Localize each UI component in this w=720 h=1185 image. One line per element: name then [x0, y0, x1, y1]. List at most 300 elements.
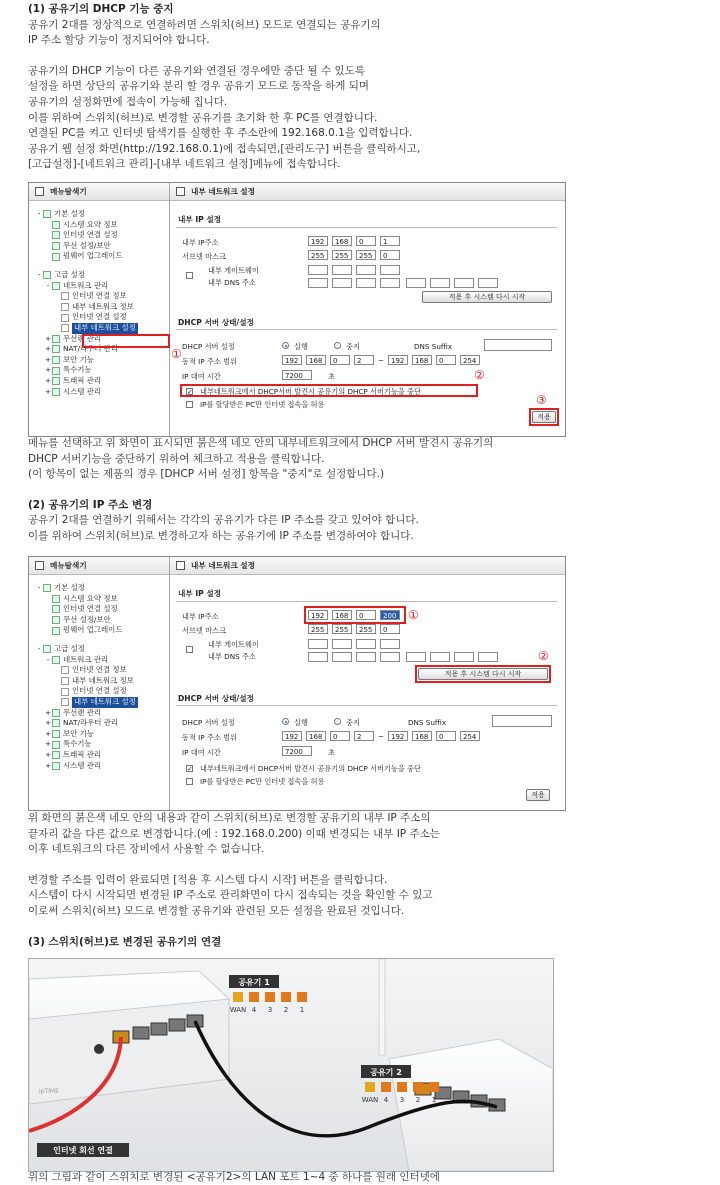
dns-octet-input[interactable]: [430, 652, 450, 662]
menu-tree: [35, 583, 138, 771]
port-icon: [249, 992, 259, 1002]
range-end-octet[interactable]: 168: [412, 355, 432, 365]
folder-icon: [52, 616, 60, 624]
tree-item[interactable]: [35, 583, 138, 594]
tree-item[interactable]: [35, 615, 138, 626]
dns-octet-input[interactable]: [380, 652, 400, 662]
dns-suffix-input[interactable]: [492, 715, 552, 727]
tree-toggle[interactable]: -: [46, 655, 50, 664]
settings-screenshot-2: [28, 556, 566, 811]
settings-screenshot-1: [28, 182, 566, 437]
tree-item-label: 시스템 관리: [63, 760, 102, 770]
tree-toggle[interactable]: -: [37, 584, 41, 592]
page-icon: [176, 187, 185, 196]
section2-heading: (2) 공유기의 IP 주소 변경: [28, 498, 153, 511]
section2-after-line: 끝자리 값을 다른 값으로 변경합니다.(예 : 192.168.0.200) 이때 변경되는 내부 IP 주소는: [28, 827, 440, 840]
dns-octet-input[interactable]: [332, 652, 352, 662]
page-icon: [61, 292, 69, 300]
panel-title: 내부 네트워크 설정: [170, 183, 565, 201]
range-end-octet[interactable]: 192: [388, 355, 408, 365]
range-end-octet[interactable]: 192: [388, 731, 408, 741]
step-marker: ①: [171, 347, 182, 361]
tree-item-label: 특수기능: [63, 739, 92, 749]
folder-icon: [52, 741, 60, 749]
wan-port-icon: [233, 992, 243, 1002]
section2-after2-line: 변경할 주소를 입력이 완료되면 [적용 후 시스템 다시 시작] 버튼을 클릭합니다.: [28, 873, 388, 886]
tree-item-label: NAT/라우터 관리: [63, 344, 119, 354]
tree-item[interactable]: [35, 697, 138, 708]
dns-octet-input[interactable]: [356, 278, 376, 288]
port-label: WAN: [229, 1006, 247, 1014]
port-icon: [297, 992, 307, 1002]
section1-body-line: 공유기 웹 설정 화면(http://192.168.0.1)에 접속되면,[관리도구] 버튼을 클릭하시고,: [28, 142, 421, 155]
ip-octet-input[interactable]: 192: [308, 610, 328, 620]
page-icon: [61, 677, 69, 685]
section1-after-line: 메뉴를 선택하고 위 화면이 표시되면 붉은색 네모 안의 내부네트워크에서 DHCP 서버 발견시 공유기의: [28, 437, 494, 449]
gateway-octet-input[interactable]: [356, 639, 376, 649]
section2-after2-line: 시스템이 다시 시작되면 변경된 IP 주소로 관리화면이 다시 접속되는 것을 확인할 수 있고: [28, 889, 433, 902]
highlight-box: [529, 408, 559, 426]
tree-item-label: 시스템 요약 정보: [63, 219, 118, 229]
section1-body-line: 공유기의 DHCP 기능이 다른 공유기와 연결된 경우에만 중단 될 수 있도록: [28, 64, 365, 77]
wan-port-icon: [365, 1082, 375, 1092]
dhcp-section-title: DHCP 서버 상태/설정: [178, 318, 254, 327]
step-marker: ①: [408, 608, 419, 622]
allow-pc-label: IP를 할당받은 PC만 인터넷 접속을 허용: [200, 777, 325, 786]
tree-item-label: 고급 설정: [54, 269, 85, 279]
highlight-box: [415, 665, 551, 683]
tree-item-label: 네트워크 관리: [63, 654, 109, 664]
folder-icon: [52, 253, 60, 261]
range-end-octet[interactable]: 254: [460, 731, 480, 741]
gateway-octet-input[interactable]: [332, 265, 352, 275]
internet-label: 인터넷 회선 연결: [53, 1146, 113, 1155]
tree-item[interactable]: [35, 291, 138, 302]
section1-heading: (1) 공유기의 DHCP 기능 중지: [28, 3, 174, 15]
ip-octet-input[interactable]: 0: [356, 236, 376, 246]
dns-octet-input[interactable]: [380, 278, 400, 288]
range-start-octet[interactable]: 0: [330, 731, 350, 741]
dhcp-server-label: DHCP 서버 설정: [182, 342, 235, 351]
dns-octet-input[interactable]: [332, 278, 352, 288]
dhcp-on-label: 실행: [294, 342, 308, 351]
ip-octet-input[interactable]: 1: [380, 236, 400, 246]
tree-item[interactable]: [35, 718, 138, 729]
dhcp-off-radio[interactable]: [334, 718, 341, 725]
folder-icon: [52, 751, 60, 759]
tree-item-label: 트래픽 관리: [63, 375, 102, 385]
divider: [176, 329, 557, 330]
tree-item-label: 기본 설정: [54, 583, 85, 592]
port-label: 1: [299, 1006, 305, 1014]
lease-unit: 초: [328, 372, 335, 381]
range-end-octet[interactable]: 0: [436, 731, 456, 741]
range-end-octet[interactable]: 254: [460, 355, 480, 365]
tree-item[interactable]: [35, 686, 138, 697]
folder-icon: [52, 730, 60, 738]
port-label: 3: [267, 1006, 273, 1014]
folder-icon: [43, 584, 51, 592]
section2-after2-line: 이로써 스위치(허브) 모드로 변경할 공유기와 관련된 모든 설정을 완료된 것입니다.: [28, 904, 405, 917]
divider: [176, 601, 557, 602]
ip-last-octet-input[interactable]: 200: [380, 610, 400, 620]
dhcp-on-label: 실행: [294, 718, 308, 727]
gateway-octet-input[interactable]: [356, 265, 376, 275]
tree-item-label: 시스템 관리: [63, 386, 102, 396]
dhcp-server-label: DHCP 서버 설정: [182, 718, 235, 727]
section2-after-line: 위 화면의 붉은색 네모 안의 내용과 같이 스위치(허브)로 변경할 공유기의 내부 IP 주소의: [28, 812, 431, 824]
tree-toggle[interactable]: +: [45, 750, 51, 759]
tree-toggle[interactable]: -: [37, 270, 41, 279]
tree-toggle[interactable]: -: [46, 281, 50, 290]
router2-label: 공유기 2: [370, 1068, 402, 1077]
tree-item[interactable]: [35, 365, 138, 376]
lease-input[interactable]: 7200: [282, 746, 312, 756]
dhcp-on-radio[interactable]: [282, 342, 289, 349]
folder-icon: [43, 210, 51, 218]
tree-toggle[interactable]: +: [45, 387, 51, 396]
tree-toggle[interactable]: +: [45, 366, 51, 375]
stop-dhcp-label: 내부네트워크에서 DHCP서버 발견시 공유기의 DHCP 서버기능을 중단: [200, 764, 421, 773]
gateway-octet-input[interactable]: [308, 639, 328, 649]
highlight-box: [304, 606, 406, 624]
network-settings-panel: [170, 557, 565, 810]
port-label: 4: [251, 1006, 257, 1014]
section1-body-line: 설정을 하면 상단의 공유기와 분리 할 경우 공유기 모드로 동작을 하게 되며: [28, 80, 370, 93]
dns-octet-input[interactable]: [478, 278, 498, 288]
mask-label: 서브넷 마스크: [182, 252, 226, 261]
tree-item[interactable]: [35, 750, 138, 761]
router1-label: 공유기 1: [238, 978, 270, 987]
port-icon: [265, 992, 275, 1002]
tree-item[interactable]: [35, 594, 138, 605]
page-icon: [61, 698, 69, 706]
tree-toggle[interactable]: +: [45, 708, 51, 717]
tree-item[interactable]: [35, 270, 138, 281]
range-end-octet[interactable]: 168: [412, 731, 432, 741]
tree-item-label: 고급 설정: [54, 643, 85, 653]
router-illustration-svg: [29, 959, 553, 1171]
step-marker: ③: [536, 393, 547, 407]
port-icon: [381, 1082, 391, 1092]
mask-octet-input[interactable]: 0: [380, 624, 400, 634]
dns-octet-input[interactable]: [478, 652, 498, 662]
dns-octet-input[interactable]: [308, 652, 328, 662]
dns-octet-input[interactable]: [356, 652, 376, 662]
section2-after-line: 이후 네트워크의 다른 장비에서 사용할 수 없습니다.: [28, 843, 265, 856]
gateway-octet-input[interactable]: [332, 639, 352, 649]
apply-button[interactable]: 적용: [526, 789, 550, 801]
gateway-octet-input[interactable]: [308, 265, 328, 275]
mask-octet-input[interactable]: 255: [332, 624, 352, 634]
folder-icon: [52, 595, 60, 603]
tree-item[interactable]: [35, 604, 138, 615]
tree-item-label: 시스템 요약 정보: [63, 593, 118, 603]
port-label: 3: [399, 1096, 405, 1104]
dns-suffix-label: DNS Suffix: [414, 342, 453, 351]
lease-label: IP 대여 시간: [182, 372, 221, 381]
search-icon: [35, 187, 44, 196]
page-icon: [61, 314, 69, 322]
tree-item: [35, 262, 138, 270]
document: [28, 0, 708, 173]
range-label: 동적 IP 주소 범위: [182, 357, 237, 366]
gateway-label: 내부 게이트웨이: [208, 640, 259, 649]
dns-suffix-input[interactable]: [484, 339, 552, 351]
gateway-octet-input[interactable]: [380, 265, 400, 275]
tree-item-label: 무선 설정/보안: [63, 240, 111, 250]
tree-item[interactable]: [35, 708, 138, 719]
tree-item[interactable]: [35, 387, 138, 398]
port-label: 1: [431, 1096, 437, 1104]
tree-item[interactable]: [35, 665, 138, 676]
tree-item-label: 보안 기능: [63, 354, 94, 364]
tree-item[interactable]: [35, 739, 138, 750]
section2-after: [28, 811, 708, 950]
tree-toggle[interactable]: +: [45, 345, 51, 354]
tree-item-label: 내부 네트워크 설정: [74, 322, 136, 332]
tree-item[interactable]: [35, 676, 138, 687]
section3-heading: (3) 스위치(허브)로 변경된 공유기의 연결: [28, 935, 222, 948]
tree-toggle[interactable]: +: [45, 355, 51, 364]
folder-icon: [52, 388, 60, 396]
tree-toggle[interactable]: +: [45, 729, 51, 738]
tree-item-label: 인터넷 연결 설정: [72, 312, 127, 322]
range-start-octet[interactable]: 192: [282, 731, 302, 741]
folder-icon: [43, 645, 51, 653]
ip-octet-input[interactable]: 0: [356, 610, 376, 620]
port-label: 2: [283, 1006, 289, 1014]
tree-item[interactable]: [35, 209, 138, 220]
stop-dhcp-checkbox[interactable]: ✓: [187, 388, 193, 396]
dns-octet-input[interactable]: [308, 278, 328, 288]
tree-item[interactable]: [35, 241, 138, 252]
tree-item-label: 인터넷 연결 정보: [72, 665, 127, 675]
tree-toggle[interactable]: +: [45, 334, 51, 343]
folder-icon: [52, 367, 60, 375]
tree-item[interactable]: [35, 355, 138, 366]
antenna: [379, 959, 385, 1055]
port-icon: [429, 1082, 439, 1092]
range-label: 동적 IP 주소 범위: [182, 733, 237, 742]
folder-icon: [52, 377, 60, 385]
range-start-octet[interactable]: 168: [306, 355, 326, 365]
tree-toggle[interactable]: +: [45, 761, 51, 770]
folder-icon: [43, 271, 51, 279]
tree-item[interactable]: [35, 729, 138, 740]
page-icon: [61, 303, 69, 311]
tree-item[interactable]: [35, 376, 138, 387]
tree-toggle[interactable]: -: [37, 644, 41, 653]
tree-item[interactable]: [35, 312, 138, 323]
ip-octet-input[interactable]: 168: [332, 610, 352, 620]
folder-icon: [52, 762, 60, 770]
dns-octet-input[interactable]: [430, 278, 450, 288]
dhcp-off-radio[interactable]: [334, 342, 341, 349]
range-start-octet[interactable]: 0: [330, 355, 350, 365]
lease-input[interactable]: 7200: [282, 370, 312, 380]
range-separator: ~: [378, 356, 385, 365]
tree-item[interactable]: [35, 761, 138, 772]
page-icon: [61, 666, 69, 674]
tree-item[interactable]: [35, 625, 138, 636]
ip-octet-input[interactable]: 168: [332, 236, 352, 246]
tree-item-label: 특수기능: [63, 365, 92, 375]
step-marker: ②: [538, 649, 549, 663]
mask-label: 서브넷 마스크: [182, 626, 226, 635]
port-icon: [413, 1082, 423, 1092]
range-separator: ~: [378, 732, 385, 741]
folder-icon: [52, 709, 60, 717]
ip-section-title: 내부 IP 설정: [178, 215, 222, 224]
tree-item-label: 내부 네트워크 설정: [74, 696, 136, 706]
internet-label-group: [37, 1143, 129, 1157]
tree-item-label: 인터넷 연결 정보: [72, 291, 127, 301]
tree-item-label: 네트워크 관리: [63, 280, 109, 290]
tree-item: [35, 636, 138, 644]
power-jack: [94, 1044, 104, 1054]
range-start-octet[interactable]: 2: [354, 355, 374, 365]
tree-item-label: 펌웨어 업그레이드: [63, 251, 123, 261]
panel-title: 내부 네트워크 설정: [170, 557, 565, 575]
stop-dhcp-label: 내부네트워크에서 DHCP서버 발견시 공유기의 DHCP 서버기능을 중단: [200, 387, 421, 396]
section1-intro-line: 공유기 2대를 정상적으로 연결하려면 스위치(허브) 모드로 연결되는 공유기의: [28, 18, 381, 31]
dns-octet-input[interactable]: [454, 652, 474, 662]
router-brand: ipTIME: [39, 1088, 59, 1095]
dns-label: 내부 DNS 주소: [208, 278, 256, 287]
apply-restart-button[interactable]: 적용 후 시스템 다시 시작: [418, 668, 548, 680]
allow-pc-label: IP를 할당받은 PC만 인터넷 접속을 허용: [200, 400, 325, 409]
section2-intro-line: 공유기 2대를 연결하기 위해서는 각각의 공유기가 다른 IP 주소를 갖고 있어야 합니다.: [28, 514, 419, 527]
tree-item-label: 보안 기능: [63, 728, 94, 738]
folder-icon: [52, 627, 60, 635]
dhcp-off-label: 중지: [346, 718, 360, 727]
tree-item-label: 내부 네트워크 정보: [72, 301, 134, 311]
network-settings-panel: [170, 183, 565, 436]
folder-icon: [52, 335, 60, 343]
tree-item-label: NAT/라우터 관리: [63, 718, 119, 728]
folder-icon: [52, 605, 60, 613]
menu-tree: [35, 209, 138, 397]
dns-octet-input[interactable]: [406, 652, 426, 662]
tree-item[interactable]: [35, 251, 138, 262]
folder-icon: [52, 656, 60, 664]
mask-octet-input[interactable]: 0: [380, 250, 400, 260]
lan-port: [133, 1027, 149, 1039]
tree-toggle[interactable]: +: [45, 719, 51, 728]
dhcp-section-title: DHCP 서버 상태/설정: [178, 694, 254, 703]
tree-item-label: 무선랜 관리: [63, 333, 102, 343]
section1-after-line: DHCP 서버기능을 중단하기 위하여 체크하고 적용을 클릭합니다.: [28, 452, 325, 465]
lan-port: [169, 1019, 185, 1031]
port-icon: [281, 992, 291, 1002]
tree-item-label: 인터넷 연결 설정: [63, 230, 118, 240]
range-start-octet[interactable]: 192: [282, 355, 302, 365]
stop-dhcp-checkbox[interactable]: ✓: [187, 765, 193, 773]
tree-item-label: 인터넷 연결 설정: [72, 686, 127, 696]
tree-item-label: 인터넷 연결 설정: [63, 604, 118, 614]
tree-item[interactable]: [35, 655, 138, 666]
tree-item[interactable]: [35, 230, 138, 241]
menu-explorer-panel: [29, 183, 170, 436]
ip-label: 내부 IP주소: [182, 612, 219, 621]
search-icon: [35, 561, 44, 570]
allow-pc-checkbox[interactable]: [186, 401, 193, 408]
dhcp-on-radio[interactable]: [282, 718, 289, 725]
step-marker: ②: [474, 368, 485, 382]
section2-intro-line: 이를 위하여 스위치(허브)로 변경하고자 하는 공유기에 IP 주소를 변경하여야 합니다.: [28, 529, 414, 542]
tree-item-label: 무선랜 관리: [63, 707, 102, 717]
page-icon: [176, 561, 185, 570]
folder-icon: [52, 231, 60, 239]
port-label: 4: [383, 1096, 389, 1104]
divider: [176, 227, 557, 228]
apply-button[interactable]: 적용: [532, 411, 556, 423]
tree-toggle[interactable]: +: [45, 740, 51, 749]
allow-pc-checkbox[interactable]: [186, 778, 193, 785]
mask-octet-input[interactable]: 255: [308, 624, 328, 634]
folder-icon: [52, 282, 60, 290]
mask-octet-input[interactable]: 255: [332, 250, 352, 260]
divider: [176, 705, 557, 706]
mask-octet-input[interactable]: 255: [356, 250, 376, 260]
gateway-checkbox[interactable]: [186, 646, 193, 653]
ip-octet-input[interactable]: 192: [308, 236, 328, 246]
dns-suffix-label: DNS Suffix: [408, 718, 447, 727]
tree-toggle[interactable]: -: [37, 210, 41, 218]
section1-intro-line: IP 주소 할당 기능이 정지되어야 합니다.: [28, 34, 210, 47]
range-start-octet[interactable]: 168: [306, 731, 326, 741]
range-end-octet[interactable]: 0: [436, 355, 456, 365]
tree-item-label: 내부 네트워크 정보: [72, 675, 134, 685]
section3-footer: 위의 그림과 같이 스위치로 변경된 <공유기2>의 LAN 포트 1~4 중 하나를 원래 인터넷에: [28, 1171, 440, 1183]
dhcp-off-label: 중지: [346, 342, 360, 351]
page-icon: [61, 688, 69, 696]
section1-after-line: (이 항목이 없는 제품의 경우 [DHCP 서버 설정] 항목을 "중지"로 설정합니다.): [28, 468, 385, 481]
dns-octet-input[interactable]: [406, 278, 426, 288]
folder-icon: [52, 221, 60, 229]
ip-section-title: 내부 IP 설정: [178, 589, 222, 598]
tree-item-label: 기본 설정: [54, 209, 85, 218]
dns-label: 내부 DNS 주소: [208, 652, 256, 661]
tree-toggle[interactable]: +: [45, 376, 51, 385]
tree-item[interactable]: [35, 323, 138, 334]
tree-item[interactable]: [35, 281, 138, 292]
page-icon: [61, 324, 69, 332]
highlight-box: [82, 334, 170, 348]
menu-explorer-title: 메뉴탐색기: [29, 557, 169, 575]
port-label: 2: [415, 1096, 421, 1104]
lan-port: [151, 1023, 167, 1035]
port-icon: [397, 1082, 407, 1092]
lease-label: IP 대여 시간: [182, 748, 221, 757]
router-connection-illustration: [28, 958, 554, 1172]
lease-unit: 초: [328, 748, 335, 757]
tree-item[interactable]: [35, 644, 138, 655]
tree-item[interactable]: [35, 220, 138, 231]
section1-body-line: 연결된 PC를 켜고 인터넷 탐색기를 실행한 후 주소란에 192.168.0.1을 입력합니다.: [28, 127, 413, 140]
mask-octet-input[interactable]: 255: [308, 250, 328, 260]
tree-item[interactable]: [35, 302, 138, 313]
gateway-checkbox[interactable]: [186, 272, 193, 279]
gateway-octet-input[interactable]: [380, 639, 400, 649]
dns-octet-input[interactable]: [454, 278, 474, 288]
gateway-label: 내부 게이트웨이: [208, 266, 259, 275]
range-start-octet[interactable]: 2: [354, 731, 374, 741]
section1-body-line: 공유기의 설정화면에 접속이 가능해 집니다.: [28, 95, 228, 108]
mask-octet-input[interactable]: 255: [356, 624, 376, 634]
apply-restart-button[interactable]: 적용 후 시스템 다시 시작: [422, 291, 552, 303]
